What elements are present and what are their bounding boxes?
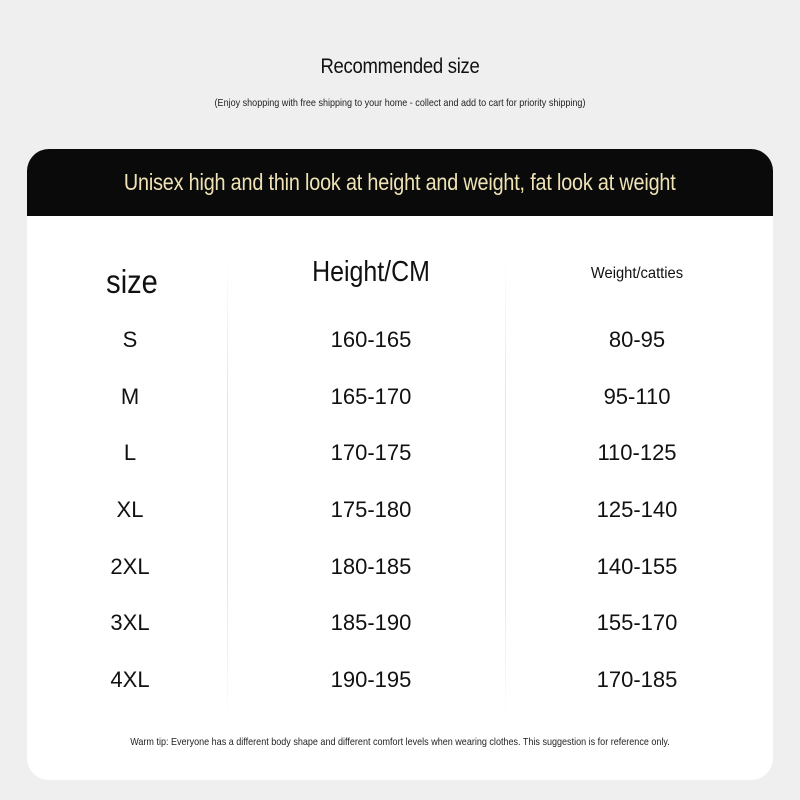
weight-cell: 80-95 — [608, 327, 666, 352]
size-cell: L — [123, 440, 137, 465]
weight-cell: 95-110 — [603, 384, 671, 409]
size-chart-card — [27, 149, 773, 780]
header-size: size — [106, 263, 158, 300]
size-cell: M — [120, 384, 140, 409]
size-cell: S — [122, 327, 138, 352]
column-divider-2 — [505, 254, 506, 724]
weight-cell: 110-125 — [597, 440, 677, 465]
height-cell: 170-175 — [330, 440, 412, 465]
banner-text: Unisex high and thin look at height and weight, fat look at weight — [124, 169, 676, 195]
height-cell: 175-180 — [330, 497, 412, 522]
header-height: Height/CM — [312, 256, 430, 288]
size-cell: XL — [116, 497, 144, 522]
height-cell: 190-195 — [330, 667, 412, 692]
warm-tip: Warm tip: Everyone has a different body shape and different comfort levels when wearing clothes. This suggestion is for reference only. — [130, 736, 670, 748]
size-cell: 3XL — [110, 610, 150, 635]
height-cell: 185-190 — [330, 610, 412, 635]
height-cell: 160-165 — [330, 327, 412, 352]
banner — [27, 149, 773, 216]
weight-cell: 125-140 — [596, 497, 678, 522]
size-cell: 2XL — [110, 554, 150, 579]
weight-cell: 140-155 — [596, 554, 678, 579]
size-cell: 4XL — [110, 667, 150, 692]
height-cell: 165-170 — [330, 384, 412, 409]
weight-cell: 155-170 — [596, 610, 678, 635]
header-weight: Weight/catties — [590, 265, 684, 282]
shipping-note: (Enjoy shopping with free shipping to your home - collect and add to cart for priority shipping) — [214, 97, 586, 109]
column-divider-1 — [227, 254, 228, 724]
height-cell: 180-185 — [330, 554, 412, 579]
page-title: Recommended size — [320, 55, 480, 78]
weight-cell: 170-185 — [596, 667, 678, 692]
